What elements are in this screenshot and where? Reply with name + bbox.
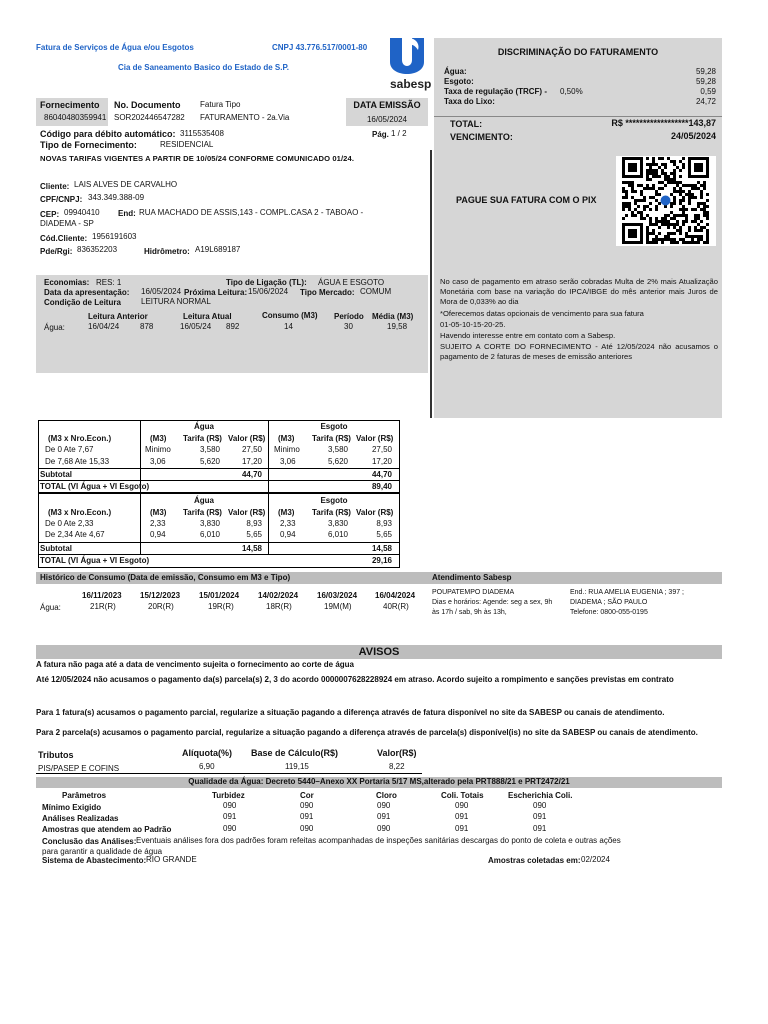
service-hours-1: Dias e horários: Agende: seg a sex, 9h	[432, 599, 553, 606]
history-value-2: 20R(R)	[148, 602, 174, 611]
cpf-value: 343.349.388-09	[88, 193, 145, 202]
tariff-notice: NOVAS TARIFAS VIGENTES A PARTIR DE 10/05/24 CONFORME COMUNICADO 01/24.	[40, 154, 355, 163]
page-number: 1 / 2	[391, 129, 407, 138]
t1-col-valor-esgoto: Valor (R$)	[356, 434, 394, 443]
issue-date-label: DATA EMISSÃO	[353, 100, 421, 110]
quality-r3-turbidez: 090	[223, 824, 237, 833]
current-reading-date: 16/05/24	[180, 322, 212, 331]
summary-item-agua: Água: 59,28	[444, 67, 716, 76]
client-code-label: Cód.Cliente:	[40, 234, 88, 243]
t1-r2-tarifa-e: 5,620	[327, 457, 348, 466]
company-name: Cia de Saneamento Basico do Estado de S.P.	[118, 63, 290, 72]
service-phone[interactable]: Telefone: 0800-055-0195	[570, 609, 648, 616]
pde-label: Pde/Rgi:	[40, 247, 73, 256]
t1-r2-m3: 3,06	[150, 457, 166, 466]
tariff-tables-separator	[38, 492, 400, 494]
auto-debit-label: Código para débito automático:	[40, 129, 176, 139]
taxes-divider	[36, 773, 422, 774]
t2-r1-m3-e: 2,33	[280, 519, 296, 528]
summary-items	[444, 68, 716, 108]
t1-r2-valor: 17,20	[241, 457, 262, 466]
service-address-2: DIADEMA ; SÃO PAULO	[570, 599, 648, 606]
t2-subtotal-line	[38, 542, 400, 543]
contact-notice: Havendo interesse entre em contato com a Sabesp.	[440, 331, 616, 340]
quality-r1-cloro: 090	[377, 801, 391, 810]
t2-r2-range: De 2,34 Ate 4,67	[45, 530, 105, 539]
quality-col-cor: Cor	[300, 791, 314, 800]
t1-r2-m3-e: 3,06	[280, 457, 296, 466]
summary-item-esgoto: Esgoto: 59,28	[444, 77, 716, 86]
conclusion-text: Eventuais análises fora dos padrões foram refeitas acompanhadas de inspeções sanitárias descargas do ponto de coleta e outras ações	[136, 836, 621, 845]
quality-r3-ecoli: 091	[533, 824, 547, 833]
due-date-options: *Oferecemos datas opcionais de vencimento para sua fatura	[440, 309, 644, 318]
history-row-label: Água:	[40, 603, 61, 612]
address-line2: DIADEMA - SP	[40, 219, 94, 228]
t2-subtotal-agua: 14,58	[241, 544, 262, 553]
base-label: Base de Cálculo(R$)	[251, 748, 339, 758]
col-current-reading: Leitura Atual	[183, 312, 232, 321]
fornecimento-label: Fornecimento	[40, 100, 100, 110]
market-type: COMUM	[360, 287, 392, 296]
reading-condition: LEITURA NORMAL	[141, 297, 211, 306]
t2-r2-m3: 0,94	[150, 530, 166, 539]
t1-r1-tarifa-e: 3,580	[327, 445, 348, 454]
t1-col-m3-esgoto: (M3)	[278, 434, 295, 443]
t1-col-tarifa-esgoto: Tarifa (R$)	[312, 434, 351, 443]
supply-type: RESIDENCIAL	[160, 140, 214, 149]
t2-col-m3-esgoto: (M3)	[278, 508, 295, 517]
client-label: Cliente:	[40, 182, 70, 191]
notice-line-1: A fatura não paga até a data de vencimento sujeita o fornecimento ao corte de água	[36, 660, 355, 669]
panel-left-border	[430, 150, 432, 418]
due-date-list: 01-05-10-15-20-25.	[440, 320, 506, 329]
t2-subtotal-esgoto: 14,58	[371, 544, 392, 553]
history-value-1: 21R(R)	[90, 602, 116, 611]
tax-name: PIS/PASEP E COFINS	[38, 764, 120, 773]
t1-subtotal-label: Subtotal	[40, 470, 72, 479]
invoice-type-label: Fatura Tipo	[200, 100, 241, 109]
current-reading-value: 892	[226, 322, 240, 331]
quality-r1-coli: 090	[455, 801, 469, 810]
meter-label: Hidrômetro:	[144, 247, 190, 256]
t2-agua-header: Água	[194, 496, 214, 505]
t1-total-label: TOTAL (Vl Água + Vl Esgoto)	[40, 482, 150, 491]
page-label: Pág.	[372, 130, 389, 139]
meter-value: A19L689187	[195, 245, 241, 254]
t2-r1-valor-e: 8,93	[376, 519, 392, 528]
t2-total-value: 29,16	[371, 556, 392, 565]
reading-row-label: Água:	[44, 323, 65, 332]
t2-r2-valor-e: 5,65	[376, 530, 392, 539]
col-previous-reading: Leitura Anterior	[88, 312, 148, 321]
t1-subtotal-esgoto: 44,70	[371, 470, 392, 479]
total-value: R$ ******************143,87	[611, 118, 716, 128]
quality-col-turbidez: Turbidez	[212, 791, 245, 800]
tax-rate: 6,90	[199, 762, 215, 771]
history-date-3: 15/01/2024	[199, 591, 240, 600]
service-title: Atendimento Sabesp	[432, 573, 512, 582]
notices-title: AVISOS	[358, 646, 400, 658]
supply-system-label: Sistema de Abastecimento:	[42, 856, 147, 865]
client-name: LAIS ALVES DE CARVALHO	[74, 180, 178, 189]
t1-total-value: 89,40	[371, 482, 392, 491]
t2-total-label: TOTAL (Vl Água + Vl Esgoto)	[40, 556, 150, 565]
t1-total-line	[38, 480, 400, 481]
late-payment-notice: No caso de pagamento em atraso serão cobradas Multa de 2% mais Atualização Monetária com base na variação do IPCA/IBGE do mês anterior mais Juros de Mora de 0,033% ao dia	[440, 277, 718, 306]
quality-r2-cloro: 091	[377, 812, 391, 821]
quality-r3-coli: 091	[455, 824, 469, 833]
t2-col-tarifa-agua: Tarifa (R$)	[183, 508, 222, 517]
t2-col-range: (M3 x Nro.Econ.)	[48, 508, 112, 517]
due-label: VENCIMENTO:	[450, 132, 513, 142]
t1-subtotal-agua: 44,70	[241, 470, 262, 479]
t2-r1-m3: 2,33	[150, 519, 166, 528]
reading-condition-label: Condição de Leitura	[44, 298, 121, 307]
total-label: TOTAL:	[450, 119, 483, 129]
history-date-4: 14/02/2024	[258, 591, 299, 600]
notice-line-3: Para 1 fatura(s) acusamos o pagamento parcial, regularize a situação pagando a diferença através de fatura disponível no site da SABESP ou canais de atendimento.	[36, 708, 665, 717]
tax-value: 8,22	[389, 762, 405, 771]
economias-value: RES: 1	[96, 278, 122, 287]
brand-name: sabesp	[390, 77, 432, 91]
samples-label: Amostras coletadas em:	[488, 856, 581, 865]
service-hours-2: às 17h / sab, 9h às 13h,	[432, 609, 507, 616]
quality-r1-ecoli: 090	[533, 801, 547, 810]
supply-type-label: Tipo de Fornecimento:	[40, 140, 137, 150]
t1-r1-m3: Minimo	[145, 445, 171, 454]
average-value: 19,58	[387, 322, 408, 331]
t1-r1-valor: 27,50	[241, 445, 262, 454]
t1-col-range: (M3 x Nro.Econ.)	[48, 434, 112, 443]
notice-line-2: Até 12/05/2024 não acusamos o pagamento da(s) parcela(s) 2, 3 do acordo 0000007628228924 em atraso. Acordo sujeito a rompimento e sanções previstas em contrato	[36, 675, 674, 684]
t1-r1-range: De 0 Ate 7,67	[45, 445, 94, 454]
t2-r2-m3-e: 0,94	[280, 530, 296, 539]
cut-off-notice: SUJEITO A CORTE DO FORNECIMENTO - Até 12/05/2024 não acusamos o pagamento de 2 faturas de meses de emissão anteriores	[440, 342, 718, 361]
t2-r2-tarifa-e: 6,010	[327, 530, 348, 539]
connection-type: ÁGUA E ESGOTO	[318, 278, 385, 287]
t2-esgoto-header: Esgoto	[320, 496, 348, 505]
notice-line-4: Para 2 parcela(s) acusamos o pagamento parcial, regularize a situação pagando a diferença através de parcela(s) disponível(is) no site da SABESP ou canais de atendimento.	[36, 728, 698, 737]
history-date-5: 16/03/2024	[317, 591, 358, 600]
invoice-type: FATURAMENTO - 2a.Via	[200, 113, 290, 122]
presentation-date-label: Data da apresentação:	[44, 288, 130, 297]
quality-col-coli: Coli. Totais	[441, 791, 484, 800]
quality-r2-turbidez: 091	[223, 812, 237, 821]
document-number-label: No. Documento	[114, 100, 181, 110]
service-address-1: End.: RUA AMELIA EUGENIA ; 397 ;	[570, 589, 684, 596]
quality-col-params: Parâmetros	[62, 791, 107, 800]
quality-col-ecoli: Escherichia Coli.	[508, 791, 573, 800]
quality-r1-cor: 090	[300, 801, 314, 810]
t1-agua-header: Água	[194, 422, 214, 431]
quality-r2-cor: 091	[300, 812, 314, 821]
t2-r1-range: De 0 Ate 2,33	[45, 519, 94, 528]
issue-date: 16/05/2024	[366, 115, 408, 124]
history-title: Histórico de Consumo (Data de emissão, Consumo em M3 e Tipo)	[40, 573, 291, 582]
t2-subtotal-label: Subtotal	[40, 544, 72, 553]
samples-date: 02/2024	[581, 855, 610, 864]
cnpj: CNPJ 43.776.517/0001-80	[272, 43, 368, 52]
t2-r1-tarifa: 3,830	[199, 519, 220, 528]
t2-r2-tarifa: 6,010	[199, 530, 220, 539]
t1-subtotal-line	[38, 468, 400, 469]
history-date-1: 16/11/2023	[82, 591, 122, 600]
t1-col-m3-agua: (M3)	[150, 434, 167, 443]
t1-r2-valor-e: 17,20	[371, 457, 392, 466]
next-reading-label: Próxima Leitura:	[184, 288, 248, 297]
t2-r1-valor: 8,93	[246, 519, 262, 528]
period-value: 30	[344, 322, 353, 331]
col-average: Média (M3)	[372, 312, 414, 321]
fornecimento-value: 86040480359941	[44, 113, 107, 122]
next-reading: 15/06/2024	[248, 287, 289, 296]
quality-row-3-label: Amostras que atendem ao Padrão	[42, 825, 172, 834]
quality-title: Qualidade da Água: Decreto 5440–Anexo XX Portaria 5/17 MS,alterado pela PRT888/21 e PRT2472/21	[188, 777, 570, 786]
client-code: 1956191603	[92, 232, 137, 241]
presentation-date: 16/05/2024	[141, 287, 182, 296]
t1-r2-range: De 7,68 Ate 15,33	[45, 457, 110, 466]
address-label: End:	[118, 209, 136, 218]
summary-item-lixo: Taxa do Lixo: 24,72	[444, 97, 716, 106]
value-label: Valor(R$)	[377, 748, 417, 758]
t2-r2-valor: 5,65	[246, 530, 262, 539]
quality-r2-coli: 091	[455, 812, 469, 821]
cep-value: 09940410	[64, 208, 100, 217]
pix-label: PAGUE SUA FATURA COM O PIX	[456, 195, 597, 205]
previous-reading-date: 16/04/24	[88, 322, 120, 331]
invoice-title: Fatura de Serviços de Água e/ou Esgotos	[36, 43, 194, 52]
conclusion-label: Conclusão das Análises:	[42, 837, 137, 846]
cep-label: CEP:	[40, 210, 60, 219]
conclusion-text-2: para garantir a qualidade de água	[42, 847, 163, 856]
history-value-6: 40R(R)	[383, 602, 409, 611]
t1-col-tarifa-agua: Tarifa (R$)	[183, 434, 222, 443]
t1-r1-valor-e: 27,50	[371, 445, 392, 454]
quality-row-1-label: Mínimo Exigido	[42, 803, 102, 812]
connection-type-label: Tipo de Ligação (TL):	[226, 278, 307, 287]
quality-r1-turbidez: 090	[223, 801, 237, 810]
t1-r2-tarifa: 5,620	[199, 457, 220, 466]
col-consumption: Consumo (M3)	[262, 311, 318, 320]
t1-r1-m3-e: Minimo	[274, 445, 300, 454]
consumption-value: 14	[284, 322, 293, 331]
cpf-label: CPF/CNPJ:	[40, 195, 83, 204]
t1-col-valor-agua: Valor (R$)	[228, 434, 266, 443]
history-date-6: 16/04/2024	[375, 591, 416, 600]
t2-col-m3-agua: (M3)	[150, 508, 167, 517]
t1-esgoto-header: Esgoto	[320, 422, 348, 431]
t2-r1-tarifa-e: 3,830	[327, 519, 348, 528]
tax-base: 119,15	[285, 762, 309, 771]
supply-system: RIO GRANDE	[146, 855, 197, 864]
document-number: SOR202446547282	[114, 113, 185, 122]
t2-col-valor-agua: Valor (R$)	[228, 508, 266, 517]
history-date-2: 15/12/2023	[140, 591, 181, 600]
col-period: Período	[334, 312, 364, 321]
sabesp-logo-icon	[386, 34, 428, 76]
previous-reading-value: 878	[140, 322, 154, 331]
t2-total-line	[38, 554, 400, 555]
t2-col-tarifa-esgoto: Tarifa (R$)	[312, 508, 351, 517]
pde-value: 836352203	[77, 245, 118, 254]
history-value-5: 19M(M)	[324, 602, 352, 611]
t1-r1-tarifa: 3,580	[199, 445, 220, 454]
auto-debit-code: 3115535408	[180, 129, 224, 138]
taxes-label: Tributos	[38, 750, 74, 760]
summary-item-trcf: Taxa de regulação (TRCF) - 0,50% 0,59	[444, 87, 716, 96]
history-value-3: 19R(R)	[208, 602, 234, 611]
summary-divider	[434, 116, 722, 117]
address-line1: RUA MACHADO DE ASSIS,143 - COMPL.CASA 2 - TABOAO -	[139, 208, 364, 217]
market-type-label: Tipo Mercado:	[300, 288, 355, 297]
quality-r2-ecoli: 091	[533, 812, 547, 821]
rate-label: Alíquota(%)	[182, 748, 232, 758]
summary-title: DISCRIMINAÇÃO DO FATURAMENTO	[497, 47, 659, 57]
quality-r3-cor: 090	[300, 824, 314, 833]
history-value-4: 18R(R)	[266, 602, 292, 611]
quality-col-cloro: Cloro	[376, 791, 397, 800]
economias-label: Economias:	[44, 278, 90, 287]
quality-r3-cloro: 090	[377, 824, 391, 833]
pix-qr-code-icon[interactable]	[616, 156, 716, 246]
service-place: POUPATEMPO DIADEMA	[432, 589, 515, 596]
quality-row-2-label: Análises Realizadas	[42, 814, 119, 823]
due-value: 24/05/2024	[670, 131, 716, 141]
t2-col-valor-esgoto: Valor (R$)	[356, 508, 394, 517]
